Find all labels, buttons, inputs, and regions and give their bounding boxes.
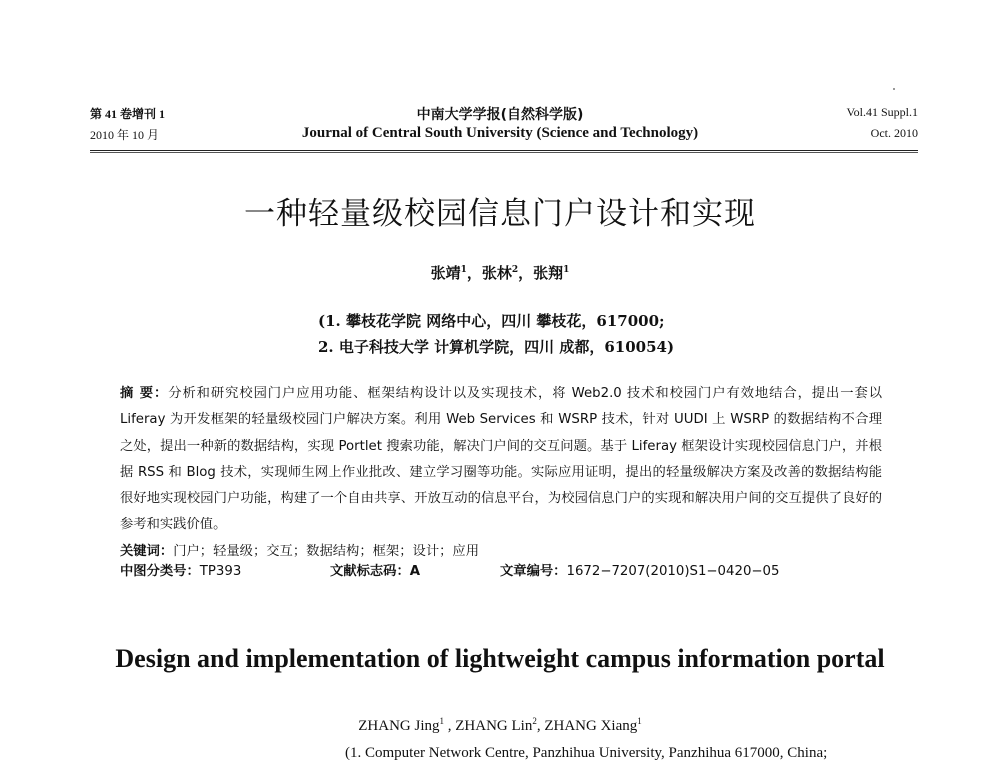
clc-label: 中图分类号： xyxy=(120,564,200,579)
journal-name-en: Journal of Central South University (Science and Technology) xyxy=(301,125,699,141)
author: 张靖 xyxy=(430,264,461,282)
scan-speck xyxy=(893,88,895,90)
author: ZHANG Jing xyxy=(358,718,440,734)
keywords-text: 门户；轻量级；交互；数据结构；框架；设计；应用 xyxy=(173,543,480,559)
header-rule-2 xyxy=(90,152,918,153)
separator: , xyxy=(536,718,545,734)
header-date-en: Oct. 2010 xyxy=(870,126,918,140)
author: ZHANG Xiang xyxy=(544,718,638,734)
header-volume-cn: 第 41 卷增刊 1 xyxy=(90,107,166,121)
author-sup: 2 xyxy=(511,265,519,275)
doc-code-label: 文献标志码： xyxy=(330,564,410,579)
keywords-label: 关键词： xyxy=(120,543,174,559)
title-en: Design and implementation of lightweight campus information portal xyxy=(115,644,885,673)
header-volume-en: Vol.41 Suppl.1 xyxy=(846,105,918,119)
article-no-value: 1672−7207(2010)S1−0420−05 xyxy=(566,564,780,579)
clc-value: TP393 xyxy=(199,564,242,579)
author-sup: 1 xyxy=(439,716,444,726)
title-cn: 一种轻量级校园信息门户设计和实现 xyxy=(244,196,756,232)
author: ZHANG Lin xyxy=(455,718,533,734)
abstract-text: 分析和研究校园门户应用功能、框架结构设计以及实现技术，将 Web2.0 技术和校园门户有效地结合，提出一套以 Liferay 为开发框架的轻量级校园门户解决方案。利用 Web Services 和 WSRP 技术，针对 UUDI 上 WSRP 的数据结构不合理之处，提出一种新的数据结构，实现 Portlet 搜索功能，解决门户间的交互问题。基于 Liferay 框架设计实现校园信息门户，并根据 RSS 和 Blog 技术，实现师生网上作业批改、建立学习圈等功能。实际应用证明，提出的轻量级解决方案及改善的数据结构能很好地实现校园门户功能，构建了一个自由共享、开放互动的信息平台，为校园信息门户的实现和解决用户间的交互提供了良好的参考和实践价值。 xyxy=(120,386,882,533)
header-rule xyxy=(90,150,918,151)
affiliation-en: (1. Computer Network Centre, Panzhihua University, Panzhihua 617000, China; xyxy=(345,745,828,760)
affiliation-cn-1: (1. 攀枝花学院 网络中心，四川 攀枝花，617000; xyxy=(318,312,665,330)
author-sup: 2 xyxy=(532,716,537,726)
abstract xyxy=(120,381,882,565)
header-date-cn: 2010 年 10 月 xyxy=(90,128,160,142)
authors-en xyxy=(0,716,1000,735)
separator: , xyxy=(444,718,456,734)
doc-code-value: A xyxy=(409,564,421,579)
affiliation-cn-2: 2. 电子科技大学 计算机学院，四川 成都，610054) xyxy=(318,338,675,356)
author: 张翔 xyxy=(533,264,564,282)
author: 张林 xyxy=(481,264,512,282)
author-sup: 1 xyxy=(637,716,642,726)
journal-name-cn: 中南大学学报(自然科学版) xyxy=(416,107,584,123)
authors-cn: 张靖$^1$，张林$^2$，张翔$^1$ xyxy=(430,264,570,282)
abstract-label: 摘 要： xyxy=(120,386,169,401)
author-sup: 1 xyxy=(563,265,570,275)
author-sup: 1 xyxy=(460,265,467,275)
article-no-label: 文章编号： xyxy=(500,564,567,579)
